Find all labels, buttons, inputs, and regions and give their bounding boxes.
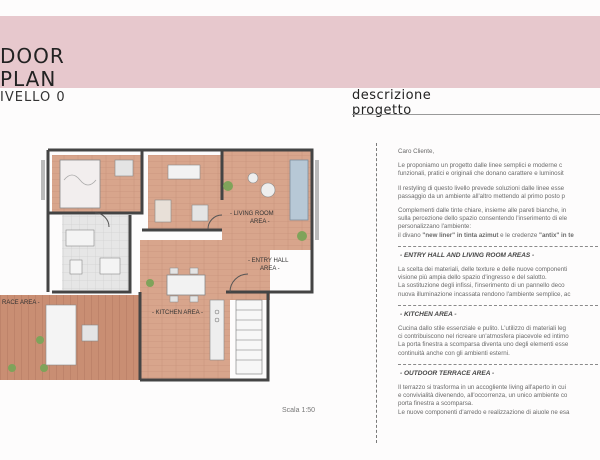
toilet [70, 260, 82, 274]
complements-line: Complementi dalle tinte chiare, insieme alle pareti bianche, in [398, 207, 567, 215]
intro-paragraph [398, 162, 600, 178]
description-dashed-line [376, 143, 377, 443]
entry-living-line: visione più ampia dello spazio d'ingresso e del salotto. [398, 274, 547, 282]
coffee-table [261, 183, 275, 197]
section-heading-terrace: - OUTDOOR TERRACE AREA - [400, 369, 495, 377]
description-title-line2: progetto [352, 103, 412, 118]
bathtub [66, 230, 94, 246]
divano-line [398, 232, 600, 240]
terrace-line: e convivialità divenendo, all'occorrenza, un unico ambiente co [398, 392, 568, 400]
kitchen-paragraph [398, 325, 600, 358]
section-divider [398, 246, 598, 247]
armchair [115, 160, 133, 176]
section-divider [398, 364, 598, 365]
kitchen-line: Cucina dallo stile essenziale e pulito. L'utilizzo di materiali leg [398, 325, 566, 333]
plan-title-line1: DOOR [0, 44, 65, 68]
header-band [0, 16, 600, 88]
side-table [248, 173, 258, 183]
complements-paragraph [398, 207, 600, 240]
entry-living-paragraph [398, 266, 600, 299]
living-room-label-2: AREA - [250, 219, 270, 225]
intro-line: funzionali, pratici e originali che donano carattere e luminosit [398, 170, 564, 178]
terrace-line: porta finestra a scomparsa. [398, 400, 473, 408]
complements-line: personalizzano l'ambiente: [398, 223, 472, 231]
section-heading-kitchen: - KITCHEN AREA - [400, 310, 457, 318]
kitchen-area-label: - KITCHEN AREA - [152, 310, 204, 316]
scale-label: Scala 1:50 [282, 407, 316, 414]
entry-hall-label-1: - ENTRY HALL [248, 258, 289, 264]
living-room-label-1: - LIVING ROOM [230, 211, 274, 217]
restyling-line: Il restyling di questo livello prevede soluzioni dalle linee esse [398, 184, 565, 192]
credenze-name: "antix" in te [539, 231, 574, 239]
complements-line: sulla percezione dello spazio consentendo l'inserimento di ele [398, 215, 568, 223]
greeting: Caro Cliente, [398, 148, 435, 155]
divano-name: "new liner" in tinta azimut [422, 231, 499, 239]
terrace-chair [82, 325, 98, 341]
kitchen-line: continuità anche con gli ambienti esterni. [398, 349, 510, 357]
floor-plan [0, 135, 340, 405]
terrace-table [46, 305, 76, 365]
dining-table [167, 275, 205, 295]
entry-living-line: La scelta dei materiali, delle texture e delle nuove componenti [398, 266, 568, 274]
section-divider [398, 305, 598, 306]
terrace-line: Le nuove componenti d'arredo e realizzazione di aiuole ne esa [398, 408, 570, 416]
bathroom-floor [62, 215, 130, 290]
divano-mid: e le credenze [498, 231, 540, 239]
terrace-area-label: RACE AREA - [2, 300, 40, 306]
kitchen-line: La porta finestra a scomparsa diventa uno degli elementi esse [398, 341, 569, 349]
restyling-paragraph [398, 185, 600, 201]
restyling-line: passaggio da un ambiente all'altro mettendo al primo posto p [398, 192, 565, 200]
plan-title-line2: PLAN [0, 67, 57, 91]
desk [168, 165, 200, 179]
washbasin [100, 258, 120, 274]
terrace-line: Il terrazzo si trasforma in un accogliente living all'aperto in cui [398, 384, 566, 392]
entry-hall-label-2: AREA - [260, 266, 280, 272]
entry-living-line: nuova illuminazione incassata rendono l'ambiente semplice, ac [398, 290, 571, 298]
sofa [290, 160, 308, 220]
study-cabinet [155, 200, 171, 222]
kitchen-line: ci contribuiscono nel ricreare un'atmosfera piacevole ed intimo [398, 333, 569, 341]
staircase [236, 300, 262, 374]
study-chair [192, 205, 208, 221]
intro-line: Le proponiamo un progetto dalle linee semplici e moderne c [398, 162, 563, 170]
entry-living-line: La sostituzione degli infissi, l'inserimento di un pannello deco [398, 282, 565, 290]
description-text [398, 148, 600, 423]
terrace-paragraph [398, 384, 600, 417]
plan-level-label: IVELLO 0 [0, 90, 66, 105]
bed [60, 160, 100, 208]
divano-text: il divano [398, 231, 423, 239]
description-title-line1: descrizione [352, 88, 432, 103]
kitchen-counter [210, 300, 224, 360]
section-heading-entry-living: - ENTRY HALL AND LIVING ROOM AREAS - [400, 251, 535, 259]
description-rule [352, 114, 600, 115]
